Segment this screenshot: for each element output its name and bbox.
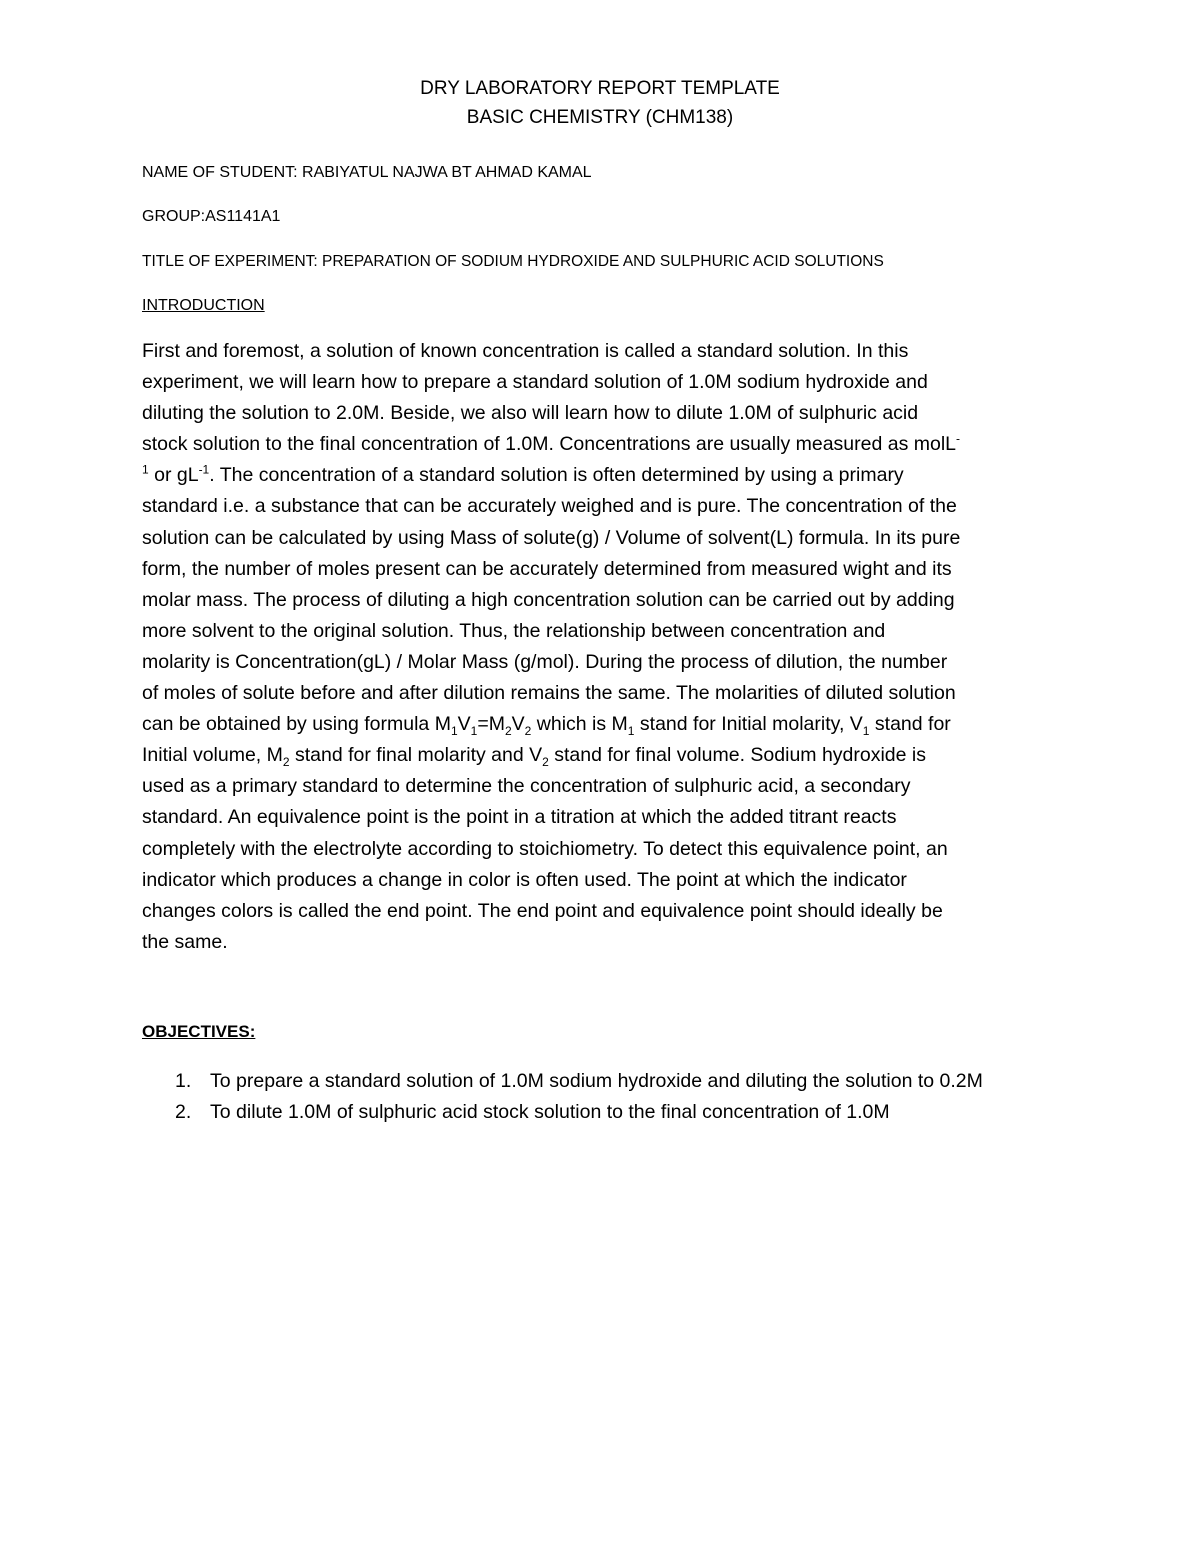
course-title: BASIC CHEMISTRY (CHM138) (466, 107, 734, 128)
intro-line-text: stand for final volume. Sodium hydroxide is (548, 744, 926, 767)
intro-line-text: Initial volume, M (142, 744, 283, 767)
intro-line (142, 740, 1082, 771)
report-title: DRY LABORATORY REPORT TEMPLATE (420, 78, 780, 99)
intro-line-text: =M (477, 713, 505, 736)
list-item (142, 1066, 1082, 1097)
intro-line-text: stand for Initial molarity, V (634, 713, 863, 736)
intro-line: form, the number of moles present can be accurately determined from measured wight and its (142, 557, 952, 580)
intro-line: molar mass. The process of diluting a high concentration solution can be carried out by adding (142, 588, 955, 611)
intro-line: completely with the electrolyte according to stoichiometry. To detect this equivalence point, an (142, 837, 948, 860)
intro-line: used as a primary standard to determine the concentration of sulphuric acid, a secondary (142, 775, 911, 798)
list-item (142, 1097, 1082, 1128)
intro-line (142, 460, 1082, 491)
superscript: - (956, 431, 961, 446)
student-name: NAME OF STUDENT: RABIYATUL NAJWA BT AHMAD KAMAL (142, 164, 592, 181)
subscript: 1 (627, 724, 635, 739)
list-number: 2. (175, 1101, 192, 1123)
subscript: 1 (862, 724, 870, 739)
subscript: 1 (470, 724, 478, 739)
intro-line-text: V (511, 713, 525, 736)
intro-line-text: can be obtained by using formula M (142, 713, 451, 736)
subscript: 1 (450, 724, 458, 739)
intro-line: indicator which produces a change in color is often used. The point at which the indicator (142, 868, 907, 891)
introduction-body (142, 336, 1082, 958)
introduction-heading: INTRODUCTION (142, 297, 265, 314)
intro-line: First and foremost, a solution of known concentration is called a standard solution. In this (142, 340, 909, 362)
list-item-text: To prepare a standard solution of 1.0M sodium hydroxide and diluting the solution to 0.2M (210, 1070, 983, 1092)
report-header (0, 74, 1200, 132)
student-group: GROUP:AS1141A1 (142, 208, 281, 225)
intro-line: changes colors is called the end point. The end point and equivalence point should ideally be (142, 899, 943, 922)
intro-line: more solvent to the original solution. Thus, the relationship between concentration and (142, 619, 886, 642)
superscript: -1 (198, 462, 210, 477)
intro-line (142, 429, 1082, 460)
intro-line: experiment, we will learn how to prepare a standard solution of 1.0M sodium hydroxide and (142, 371, 928, 394)
intro-line-text: which is M (531, 713, 628, 736)
intro-line-text: stand for final molarity and V (289, 744, 543, 767)
experiment-title: TITLE OF EXPERIMENT: PREPARATION OF SODIUM HYDROXIDE AND SULPHURIC ACID SOLUTIONS (142, 253, 884, 270)
subscript: 2 (542, 755, 549, 770)
objectives-heading: OBJECTIVES: (142, 1022, 256, 1041)
intro-line-text: stock solution to the final concentration of 1.0M. Concentrations are usually measured as molL (142, 433, 957, 456)
intro-line: standard. An equivalence point is the point in a titration at which the added titrant reacts (142, 806, 897, 829)
intro-line: solution can be calculated by using Mass of solute(g) / Volume of solvent(L) formula. In its pure (142, 526, 961, 549)
intro-line-text: . The concentration of a standard solution is often determined by using a primary (209, 464, 904, 487)
subscript: 2 (524, 724, 532, 739)
intro-line: molarity is Concentration(gL) / Molar Mass (g/mol). During the process of dilution, the number (142, 650, 948, 673)
intro-line: of moles of solute before and after dilution remains the same. The molarities of diluted solution (142, 682, 956, 705)
intro-line-text: stand for (869, 713, 951, 736)
intro-line (142, 709, 1082, 740)
subscript: 2 (282, 755, 290, 770)
superscript: 1 (142, 462, 149, 477)
subscript: 2 (504, 724, 512, 739)
intro-line: the same. (142, 930, 228, 953)
list-number: 1. (175, 1070, 192, 1092)
intro-line: standard i.e. a substance that can be accurately weighed and is pure. The concentration of the (142, 495, 957, 518)
intro-line-text: V (457, 713, 471, 736)
intro-line: diluting the solution to 2.0M. Beside, we also will learn how to dilute 1.0M of sulphuric acid (142, 402, 919, 425)
intro-line-text: or gL (148, 464, 199, 487)
list-item-text: To dilute 1.0M of sulphuric acid stock solution to the final concentration of 1.0M (210, 1101, 890, 1123)
objectives-list (142, 1066, 1082, 1128)
